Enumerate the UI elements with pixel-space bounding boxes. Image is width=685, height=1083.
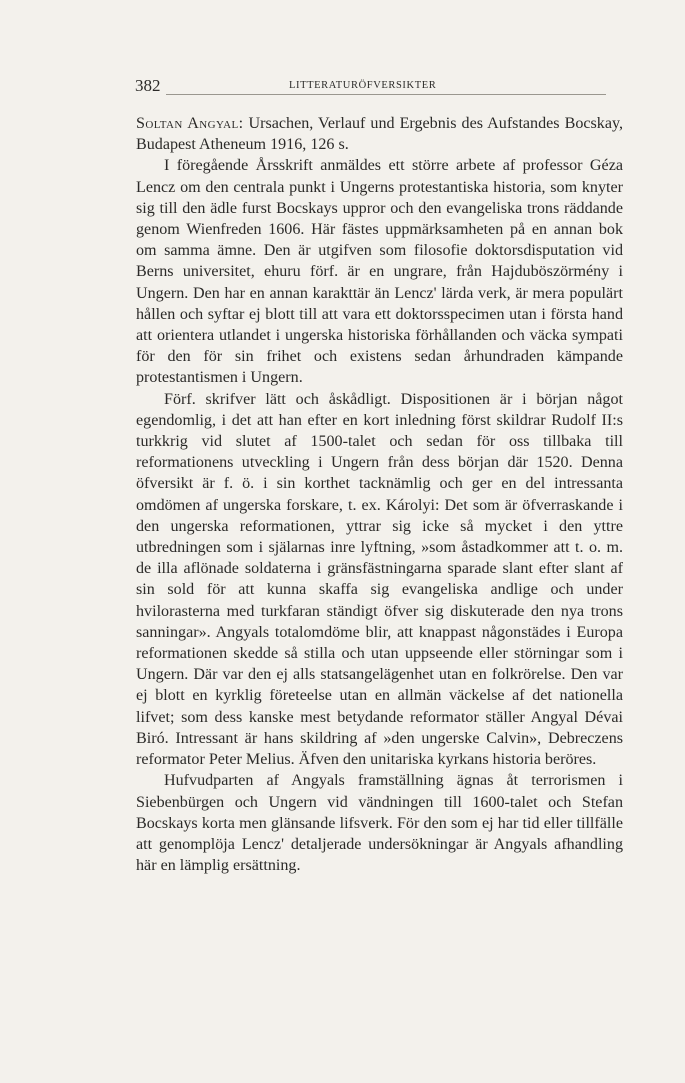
page-number: 382 xyxy=(135,76,161,95)
paragraph-3: Hufvudparten af Angyals framställning ägnas åt terrorismen i Siebenbürgen och Ungern vid vändningen till 1600-talet och Stefan Bocskays korta men glänsande lifsverk. För den som ej har tid eller tillfälle att genomplöja Lencz' detaljerade undersökningar är Angyals afhandling här en lämplig ersättning. xyxy=(136,772,623,875)
paragraph-2: Förf. skrifver lätt och åskådligt. Dispositionen är i början något egendomlig, i det att han efter en kort inledning först skildrar Rudolf II:s turkkrig vid slutet af 1500-talet och sedan för oss tillbaka till reformationens utveckling i Ungern från dess början där 1520. Denna öfversikt är f. ö. i sin korthet tacknämlig och ger en del intressanta omdömen af ungerska forskare, t. ex. Károlyi: Det som är öfverraskande i den ungerska reformationen, yttrar sig icke så mycket i den yttre utbredningen som i själarnas inre lyftning, »som åstadkommer att t. o. m. de illa aflönade soldaterna i gränsfästningarna sparade slant efter slant af sin sold för att kunna skaffa sig evangeliska andlige och under hvilorasterna med turkfaran ständigt öfver sig diskuterade den nya trons sanningar». Angyals totalomdöme blir, att knappast någonstädes i Europa reformationen skedde så stilla och utan uppseende eller störningar som i Ungern. Där var den ej alls statsangelägenhet utan en folkrörelse. Den var ej blott en kyrklig företeelse utan en allmän väckelse af det nationella lifvet; som dess kanske mest betydande reformator ställer Angyal Dévai Biró. Intressant är hans skildring af »den ungerske Calvin», Debreczens reformator Peter Melius. Äfven den unitariska kyrkans historia beröres. xyxy=(136,390,623,769)
running-head: LITTERATURÖFVERSIKTER xyxy=(289,80,437,91)
header-rule xyxy=(166,94,606,95)
entry-citation: Ursachen, Verlauf und Ergebnis des Aufstandes Bocskay, Budapest Atheneum 1916, 126 s. xyxy=(136,115,623,154)
entry-heading xyxy=(136,113,623,155)
entry-author: Soltan Angyal: xyxy=(136,115,244,132)
page-header xyxy=(135,76,605,96)
paragraph-1: I föregående Årsskrift anmäldes ett större arbete af professor Géza Lencz om den centrala punkt i Ungerns protestantiska historia, som knyter sig till den ädle furst Bocskays uppror och den evangeliska trons räddande genom Wienfreden 1606. Här fästes uppmärksamheten på en annan bok om samma ämne. Den är utgifven som filosofie doktorsdisputation vid Berns universitet, ehuru förf. är en ungrare, från Hajduböszörmény i Ungern. Den har en annan karakttär än Lencz' lärda verk, är mera populärt hållen och syftar ej blott till att vara ett doktorsspecimen utan i första hand att orientera utlandet i ungerska historiska förhållanden och väcka sympati för den för sin frihet och existens sedan århundraden kämpande protestantismen i Ungern. xyxy=(136,157,623,387)
body-text xyxy=(136,113,623,876)
